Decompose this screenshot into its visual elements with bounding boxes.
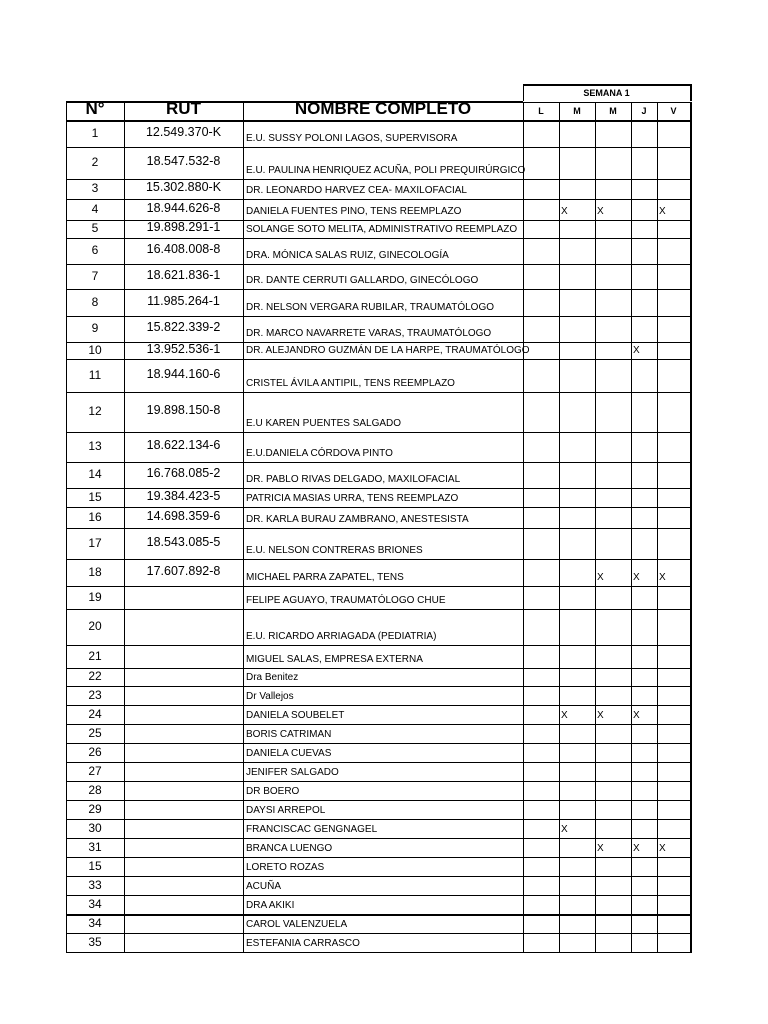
- row-name: BRANCA LUENGO: [246, 843, 333, 854]
- row-name: MIGUEL SALAS, EMPRESA EXTERNA: [246, 654, 423, 665]
- row-rut: 18.622.134-6: [146, 438, 221, 452]
- row-border: [66, 507, 691, 508]
- row-name: DR. PABLO RIVAS DELGADO, MAXILOFACIAL: [246, 474, 461, 485]
- row-border: [66, 668, 691, 669]
- day-column-border: [595, 102, 596, 953]
- row-name: DANIELA SOUBELET: [246, 710, 345, 721]
- attendance-mark: X: [633, 572, 640, 583]
- row-name: CAROL VALENZUELA: [246, 919, 348, 930]
- row-number: 16: [88, 509, 102, 524]
- row-number: 1: [91, 125, 99, 140]
- row-name: E.U. NELSON CONTRERAS BRIONES: [246, 545, 423, 556]
- row-name: DR BOERO: [246, 786, 300, 797]
- row-number: 27: [88, 763, 102, 778]
- row-number: 24: [88, 706, 102, 721]
- row-rut: 11.985.264-1: [147, 293, 220, 308]
- row-border: [66, 800, 691, 801]
- header-day-3: J: [641, 106, 647, 116]
- row-number: 28: [88, 782, 102, 797]
- row-number: 14: [88, 467, 102, 481]
- row-rut: 19.898.291-1: [146, 220, 221, 234]
- row-border: [66, 359, 691, 360]
- row-name: ESTEFANIA CARRASCO: [246, 938, 360, 949]
- row-number: 31: [88, 839, 102, 854]
- row-name: DR. NELSON VERGARA RUBILAR, TRAUMATÓLOGO: [246, 302, 495, 313]
- row-number: 4: [91, 201, 99, 216]
- row-number: 25: [88, 725, 102, 740]
- header-day-2: M: [609, 106, 617, 116]
- row-rut: 16.768.085-2: [146, 466, 221, 480]
- row-number: 18: [88, 564, 102, 579]
- row-name: MICHAEL PARRA ZAPATEL, TENS: [246, 572, 404, 583]
- attendance-mark: X: [597, 843, 604, 854]
- row-name: DRA AKIKI: [246, 900, 295, 911]
- row-border: [66, 876, 691, 877]
- header-day-4: V: [670, 106, 677, 116]
- row-number: 19: [88, 589, 102, 604]
- row-name: DANIELA FUENTES PINO, TENS REEMPLAZO: [246, 206, 462, 217]
- row-name: E.U KAREN PUENTES SALGADO: [246, 418, 402, 429]
- row-number: 21: [88, 648, 102, 663]
- row-rut: 12.549.370-K: [145, 124, 222, 139]
- attendance-mark: X: [633, 710, 640, 721]
- row-number: 26: [88, 744, 102, 759]
- row-name: ACUÑA: [246, 881, 282, 892]
- row-border: [66, 392, 691, 393]
- row-rut: 17.607.892-8: [146, 563, 221, 578]
- attendance-mark: X: [659, 572, 666, 583]
- row-border: [66, 289, 691, 290]
- row-number: 7: [91, 268, 99, 283]
- row-border: [66, 952, 691, 953]
- row-name: DR. MARCO NAVARRETE VARAS, TRAUMATÓLOGO: [246, 328, 492, 339]
- row-border: [66, 120, 691, 122]
- row-number: 9: [91, 321, 99, 335]
- row-border: [66, 609, 691, 610]
- row-name: FRANCISCAC GENGNAGEL: [246, 824, 378, 835]
- row-border: [66, 528, 691, 529]
- row-name: SOLANGE SOTO MELITA, ADMINISTRATIVO REEMPLAZO: [246, 224, 518, 235]
- header-rut: RUT: [166, 99, 201, 118]
- row-rut: 14.698.359-6: [146, 508, 221, 523]
- day-column-border: [559, 102, 560, 953]
- row-rut: 16.408.008-8: [146, 242, 221, 256]
- row-name: E.U. SUSSY POLONI LAGOS, SUPERVISORA: [246, 133, 458, 144]
- row-number: 12: [88, 404, 102, 418]
- row-border: [66, 462, 691, 463]
- row-number: 13: [88, 439, 102, 453]
- row-number: 10: [88, 342, 102, 357]
- row-name: Dra Benitez: [246, 672, 299, 683]
- row-name: E.U.DANIELA CÓRDOVA PINTO: [246, 448, 393, 459]
- row-border: [66, 147, 691, 148]
- row-number: 22: [88, 669, 102, 683]
- row-rut: 18.547.532-8: [146, 154, 221, 168]
- row-number: 6: [91, 243, 99, 257]
- week-top-border: [523, 84, 691, 86]
- row-number: 3: [91, 181, 99, 195]
- row-number: 11: [88, 367, 102, 382]
- row-number: 5: [91, 221, 99, 235]
- row-name: CRISTEL ÁVILA ANTIPIL, TENS REEMPLAZO: [246, 378, 455, 389]
- row-border: [66, 895, 691, 896]
- day-column-border: [523, 102, 524, 953]
- row-number: 34: [88, 915, 102, 930]
- row-name: DR. DANTE CERRUTI GALLARDO, GINECÓLOGO: [246, 275, 479, 286]
- row-border: [66, 743, 691, 744]
- row-name: Dr Vallejos: [246, 691, 294, 702]
- row-border: [66, 238, 691, 239]
- row-border: [66, 264, 691, 265]
- row-number: 29: [88, 801, 102, 816]
- row-rut: 18.621.836-1: [146, 267, 221, 282]
- row-name: DANIELA CUEVAS: [246, 748, 332, 759]
- row-border: [66, 645, 691, 646]
- row-border: [66, 705, 691, 706]
- day-column-border: [690, 102, 692, 953]
- row-border: [66, 933, 691, 934]
- attendance-mark: X: [597, 710, 604, 721]
- row-name: LORETO ROZAS: [246, 862, 325, 873]
- row-rut: 15.822.339-2: [146, 320, 221, 334]
- header-day-1: M: [573, 106, 581, 116]
- row-number: 15: [88, 858, 102, 873]
- row-name: E.U. PAULINA HENRIQUEZ ACUÑA, POLI PREQUIRÚRGICO: [246, 165, 526, 176]
- row-border: [66, 819, 691, 820]
- row-name: DR. LEONARDO HARVEZ CEA- MAXILOFACIAL: [246, 185, 467, 196]
- attendance-mark: X: [633, 345, 640, 356]
- row-name: PATRICIA MASIAS URRA, TENS REEMPLAZO: [246, 493, 459, 504]
- header-full-name: NOMBRE COMPLETO: [294, 99, 472, 118]
- row-border: [66, 316, 691, 317]
- row-border: [66, 199, 691, 200]
- row-border: [66, 914, 691, 916]
- row-name: DRA. MÓNICA SALAS RUIZ, GINECOLOGÍA: [246, 250, 449, 261]
- row-rut: 15.302.880-K: [145, 180, 222, 194]
- attendance-mark: X: [633, 843, 640, 854]
- row-rut: 18.944.160-6: [146, 366, 221, 381]
- attendance-mark: X: [561, 710, 568, 721]
- row-border: [66, 857, 691, 858]
- row-border: [66, 559, 691, 560]
- week-divider: [523, 102, 691, 103]
- row-number: 8: [91, 294, 99, 309]
- row-name: E.U. RICARDO ARRIAGADA (PEDIATRIA): [246, 631, 437, 642]
- row-border: [66, 432, 691, 433]
- day-column-border: [657, 102, 658, 953]
- attendance-mark: X: [561, 824, 568, 835]
- header-number: N°: [85, 99, 105, 118]
- attendance-mark: X: [659, 843, 666, 854]
- row-rut: 13.952.536-1: [146, 341, 221, 356]
- row-number: 23: [88, 687, 102, 702]
- column-border: [243, 101, 244, 953]
- row-name: FELIPE AGUAYO, TRAUMATÓLOGO CHUE: [246, 595, 446, 606]
- attendance-mark: X: [561, 206, 568, 217]
- attendance-mark: X: [597, 206, 604, 217]
- row-name: DR. KARLA BURAU ZAMBRANO, ANESTESISTA: [246, 514, 469, 525]
- row-rut: 19.898.150-8: [146, 403, 221, 417]
- row-rut: 18.543.085-5: [146, 534, 221, 549]
- row-border: [66, 781, 691, 782]
- row-name: JENIFER SALGADO: [246, 767, 339, 778]
- attendance-mark: X: [659, 206, 666, 217]
- attendance-mark: X: [597, 572, 604, 583]
- header-day-0: L: [538, 106, 544, 116]
- row-name: DR. ALEJANDRO GUZMÁN DE LA HARPE, TRAUMATÓLOGO: [246, 345, 530, 356]
- week-right-border: [690, 84, 692, 101]
- row-number: 34: [88, 896, 102, 911]
- row-border: [66, 686, 691, 687]
- row-rut: 18.944.626-8: [146, 200, 221, 215]
- row-number: 17: [88, 535, 102, 550]
- row-number: 33: [88, 877, 102, 892]
- row-number: 15: [88, 489, 102, 504]
- row-number: 2: [91, 155, 99, 169]
- row-border: [66, 762, 691, 763]
- row-border: [66, 586, 691, 587]
- row-border: [66, 838, 691, 839]
- row-border: [66, 724, 691, 725]
- row-name: DAYSI ARREPOL: [246, 805, 326, 816]
- row-number: 30: [88, 820, 102, 835]
- row-number: 35: [88, 934, 102, 949]
- day-column-border: [631, 102, 632, 953]
- header-week: SEMANA 1: [583, 88, 630, 98]
- row-name: BORIS CATRIMAN: [246, 729, 332, 740]
- row-rut: 19.384.423-5: [146, 488, 221, 503]
- row-number: 20: [88, 619, 102, 633]
